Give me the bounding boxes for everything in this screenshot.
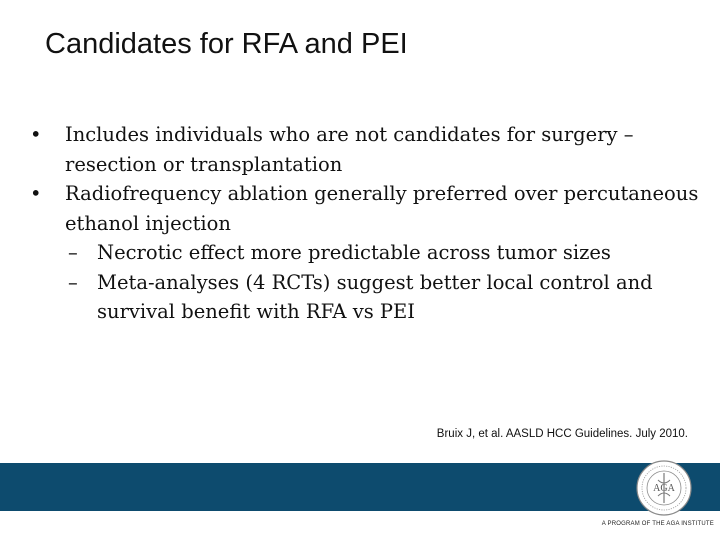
bullet-text: Radiofrequency ablation generally preferred over percutaneous ethanol injection	[65, 182, 699, 235]
footer-tagline: A PROGRAM OF THE AGA INSTITUTE	[601, 521, 714, 527]
aga-seal-logo	[636, 460, 692, 516]
sub-bullet-item	[30, 268, 700, 327]
bullet-item	[30, 179, 700, 238]
bullet-marker: •	[30, 182, 42, 205]
citation: Bruix J, et al. AASLD HCC Guidelines. July 2010.	[436, 428, 688, 440]
bullet-marker: •	[30, 123, 42, 146]
sub-bullet-item	[30, 238, 700, 268]
sub-bullet-text: Meta-analyses (4 RCTs) suggest better local control and survival benefit with RFA vs PEI	[97, 270, 653, 323]
sub-bullet-text: Necrotic effect more predictable across tumor sizes	[97, 241, 611, 264]
bullet-item	[30, 120, 700, 179]
bullet-text: Includes individuals who are not candidates for surgery – resection or transplantation	[65, 123, 634, 176]
slide-title: Candidates for RFA and PEI	[45, 28, 408, 60]
seal-letters: AGA	[653, 483, 675, 494]
bullet-list	[30, 120, 700, 327]
sub-bullet-marker: –	[68, 270, 78, 294]
sub-bullet-marker: –	[68, 241, 78, 264]
footer-band	[0, 463, 720, 511]
